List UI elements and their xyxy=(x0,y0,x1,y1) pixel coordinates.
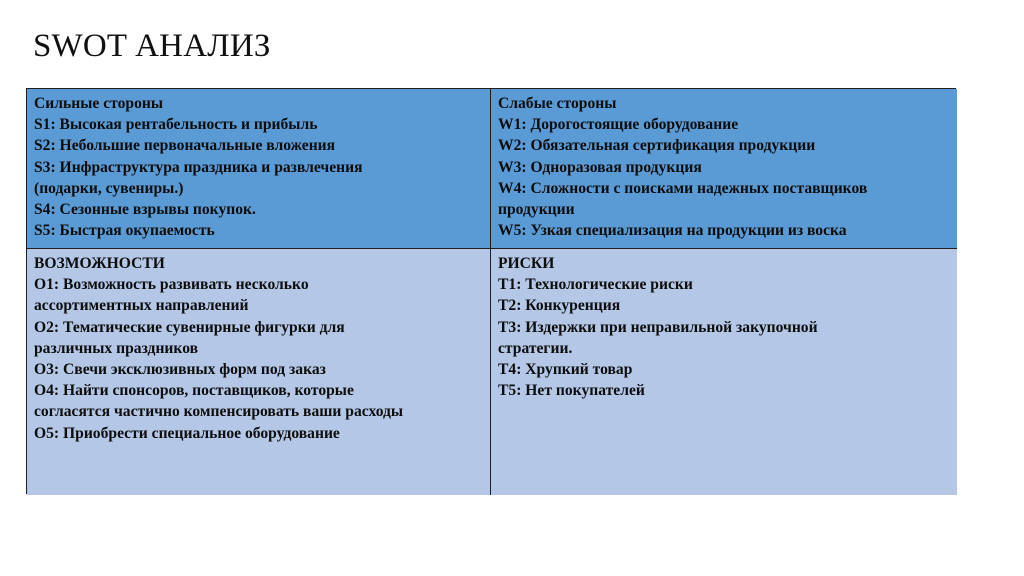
threat-line: T2: Конкуренция xyxy=(498,297,621,315)
strength-line: S4: Сезонные взрывы покупок. xyxy=(34,201,256,219)
opportunity-line: O2: Тематические сувенирные фигурки для xyxy=(34,318,345,336)
weakness-line: продукции xyxy=(498,201,575,219)
strength-line: (подарки, сувениры.) xyxy=(34,179,184,197)
threat-line: T5: Нет покупателей xyxy=(498,382,645,400)
threats-heading: РИСКИ xyxy=(498,255,555,272)
opportunity-line: O4: Найти спонсоров, поставщиков, которые xyxy=(34,382,354,400)
strength-line: S1: Высокая рентабельность и прибыль xyxy=(34,116,318,134)
weaknesses-heading: Слабые стороны xyxy=(498,95,617,112)
threat-line: T3: Издержки при неправильной закупочной xyxy=(498,318,818,336)
opportunities-cell xyxy=(27,249,491,495)
weakness-line: W2: Обязательная сертификация продукции xyxy=(498,137,816,155)
weakness-line: W5: Узкая специализация на продукции из воска xyxy=(498,222,847,240)
swot-table xyxy=(26,88,956,494)
threat-line: T1: Технологические риски xyxy=(498,276,693,294)
opportunity-line: ассортиментных направлений xyxy=(34,297,249,315)
strength-line: S5: Быстрая окупаемость xyxy=(34,222,215,240)
strengths-heading: Сильные стороны xyxy=(34,95,164,112)
strength-line: S2: Небольшие первоначальные вложения xyxy=(34,137,336,155)
strengths-cell xyxy=(27,89,491,249)
opportunity-line: O3: Свечи эксклюзивных форм под заказ xyxy=(34,361,326,379)
opportunities-heading: ВОЗМОЖНОСТИ xyxy=(34,255,165,272)
opportunity-line: O5: Приобрести специальное оборудование xyxy=(34,424,340,442)
strength-line: S3: Инфраструктура праздника и развлечения xyxy=(34,158,363,176)
weakness-line: W4: Сложности с поисками надежных поставщиков xyxy=(498,179,868,197)
threat-line: стратегии. xyxy=(498,339,573,357)
opportunity-line: различных праздников xyxy=(34,339,199,357)
slide-title: SWOT АНАЛИЗ xyxy=(33,28,271,64)
opportunity-line: O1: Возможность развивать несколько xyxy=(34,276,309,294)
weakness-line: W1: Дорогостоящие оборудование xyxy=(498,116,739,134)
opportunity-line: согласятся частично компенсировать ваши расходы xyxy=(34,403,404,421)
weaknesses-cell xyxy=(491,89,957,249)
threats-cell xyxy=(491,249,957,495)
weakness-line: W3: Одноразовая продукция xyxy=(498,158,702,176)
threat-line: T4: Хрупкий товар xyxy=(498,361,633,379)
